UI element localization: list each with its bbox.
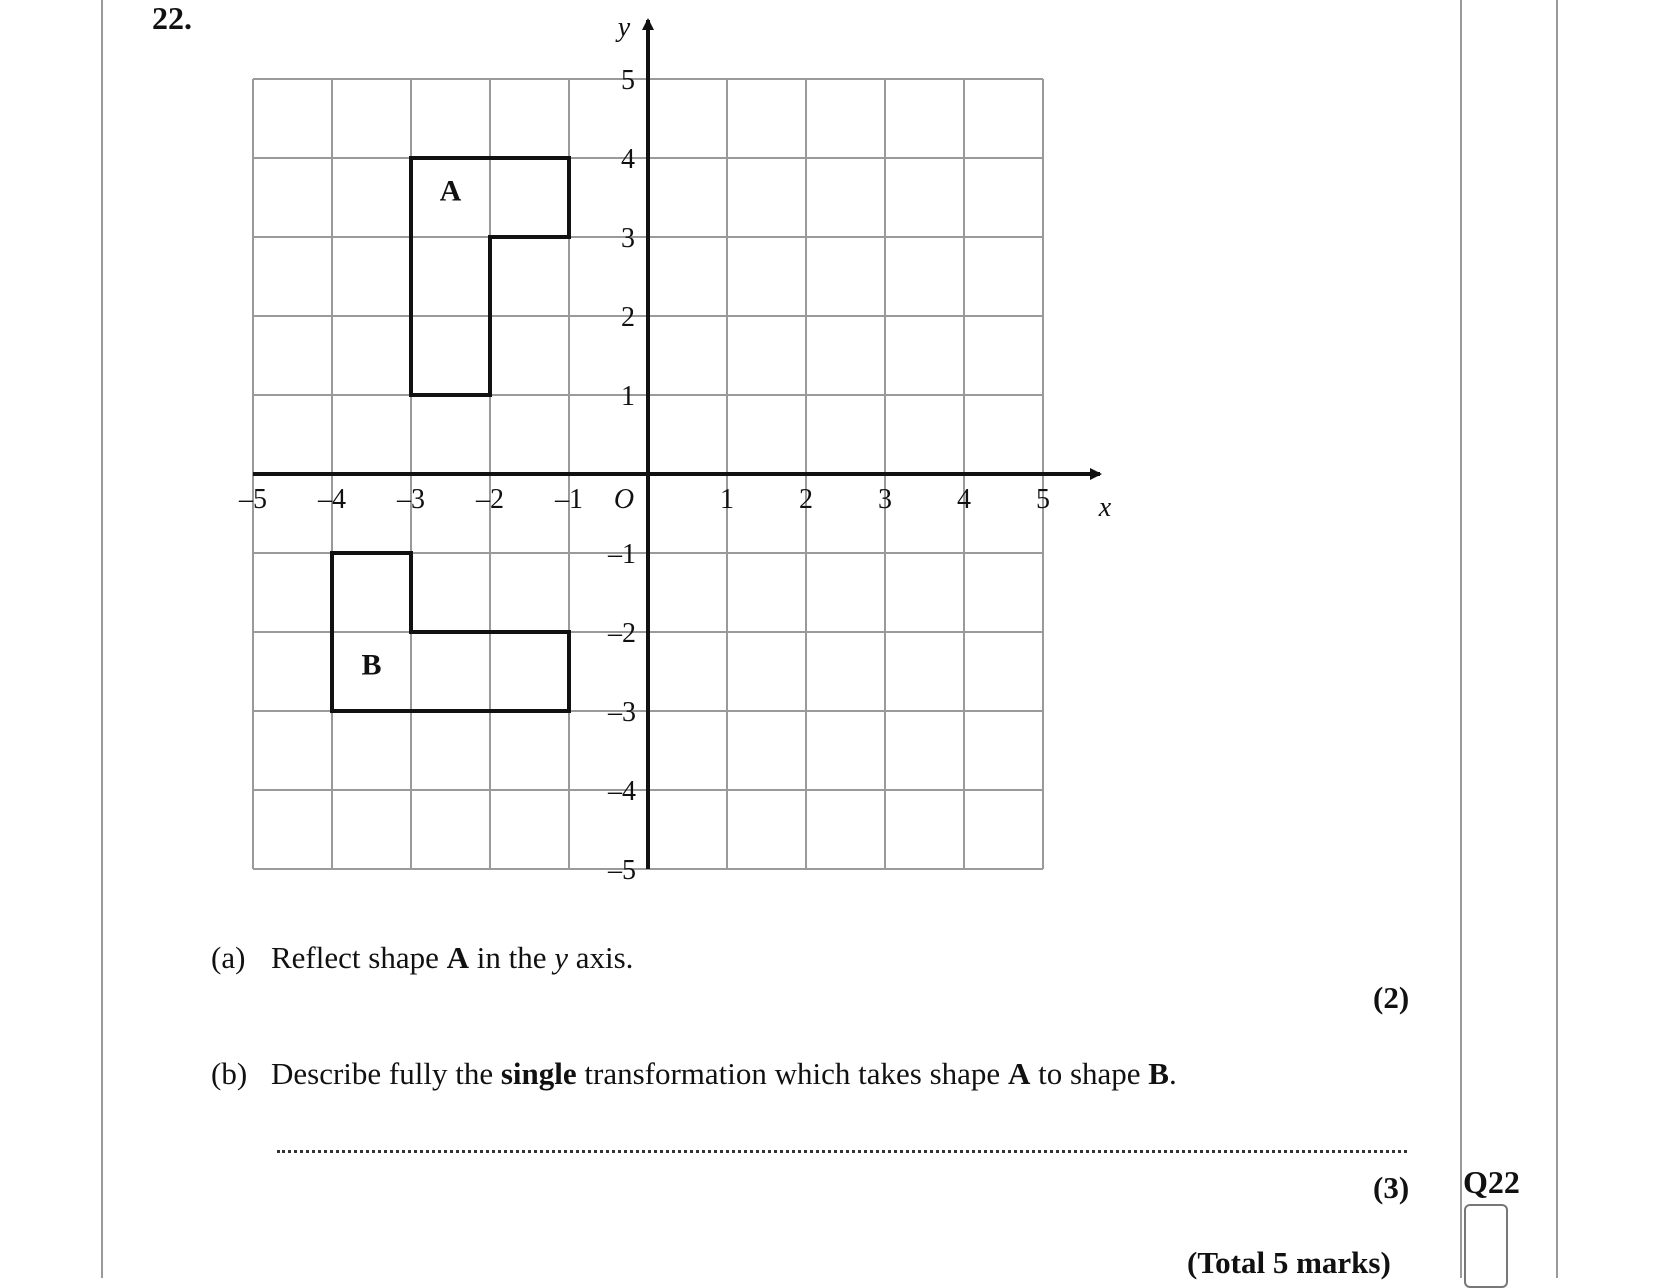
question-number: 22.	[152, 0, 192, 36]
x-tick-label: –5	[239, 484, 267, 515]
x-tick-label: 2	[799, 484, 813, 515]
x-axis-label: x	[1098, 492, 1112, 523]
origin-label: O	[613, 484, 635, 515]
part-a-text	[271, 940, 633, 976]
part-b-label: (b)	[211, 1056, 248, 1091]
part-b-single: single	[500, 1056, 577, 1091]
axis-labels	[238, 12, 1112, 886]
y-tick-label: 2	[621, 302, 635, 333]
part-a-label: (a)	[211, 940, 246, 975]
marks-box[interactable]	[1464, 1204, 1508, 1288]
part-b-text	[271, 1056, 1177, 1092]
question-ref: Q22	[1463, 1164, 1520, 1200]
y-tick-label: –1	[608, 539, 636, 570]
x-tick-label: 1	[720, 484, 734, 515]
part-b-t1: Describe fully the	[271, 1056, 501, 1091]
total-marks: (Total 5 marks)	[1187, 1245, 1391, 1280]
y-tick-label: –3	[608, 697, 636, 728]
x-tick-label: –2	[476, 484, 504, 515]
part-a-t1: Reflect shape	[271, 940, 447, 975]
part-a-marks: (2)	[1373, 980, 1410, 1015]
part-a-y: y	[554, 940, 568, 975]
part-a-t3: axis.	[568, 940, 634, 975]
answer-line[interactable]	[277, 1150, 1407, 1153]
axes	[253, 20, 1100, 869]
shape-label-a: A	[439, 174, 462, 208]
part-b-t4: .	[1168, 1056, 1177, 1091]
shape-label-b: B	[361, 648, 382, 682]
y-tick-label: –5	[608, 855, 636, 886]
part-b-marks: (3)	[1373, 1170, 1410, 1205]
y-tick-label: 5	[621, 65, 635, 96]
part-b-t3: to shape	[1030, 1056, 1149, 1091]
x-tick-label: –1	[555, 484, 583, 515]
x-tick-label: –4	[318, 484, 346, 515]
y-axis-label: y	[617, 12, 631, 43]
x-tick-label: –3	[397, 484, 425, 515]
y-tick-label: 3	[621, 223, 635, 254]
y-tick-label: 1	[621, 381, 635, 412]
y-tick-label: –4	[608, 776, 636, 807]
shapes	[332, 158, 569, 711]
part-b-t2: transformation which takes shape	[576, 1056, 1008, 1091]
x-tick-label: 4	[957, 484, 971, 515]
part-a-t2: in the	[468, 940, 555, 975]
part-a-shape-a: A	[446, 940, 469, 975]
x-tick-label: 3	[878, 484, 892, 515]
y-tick-label: 4	[621, 144, 635, 175]
x-tick-label: 5	[1036, 484, 1050, 515]
y-tick-label: –2	[608, 618, 636, 649]
part-b-shape-a: A	[1007, 1056, 1031, 1091]
part-b-shape-b: B	[1148, 1056, 1169, 1091]
